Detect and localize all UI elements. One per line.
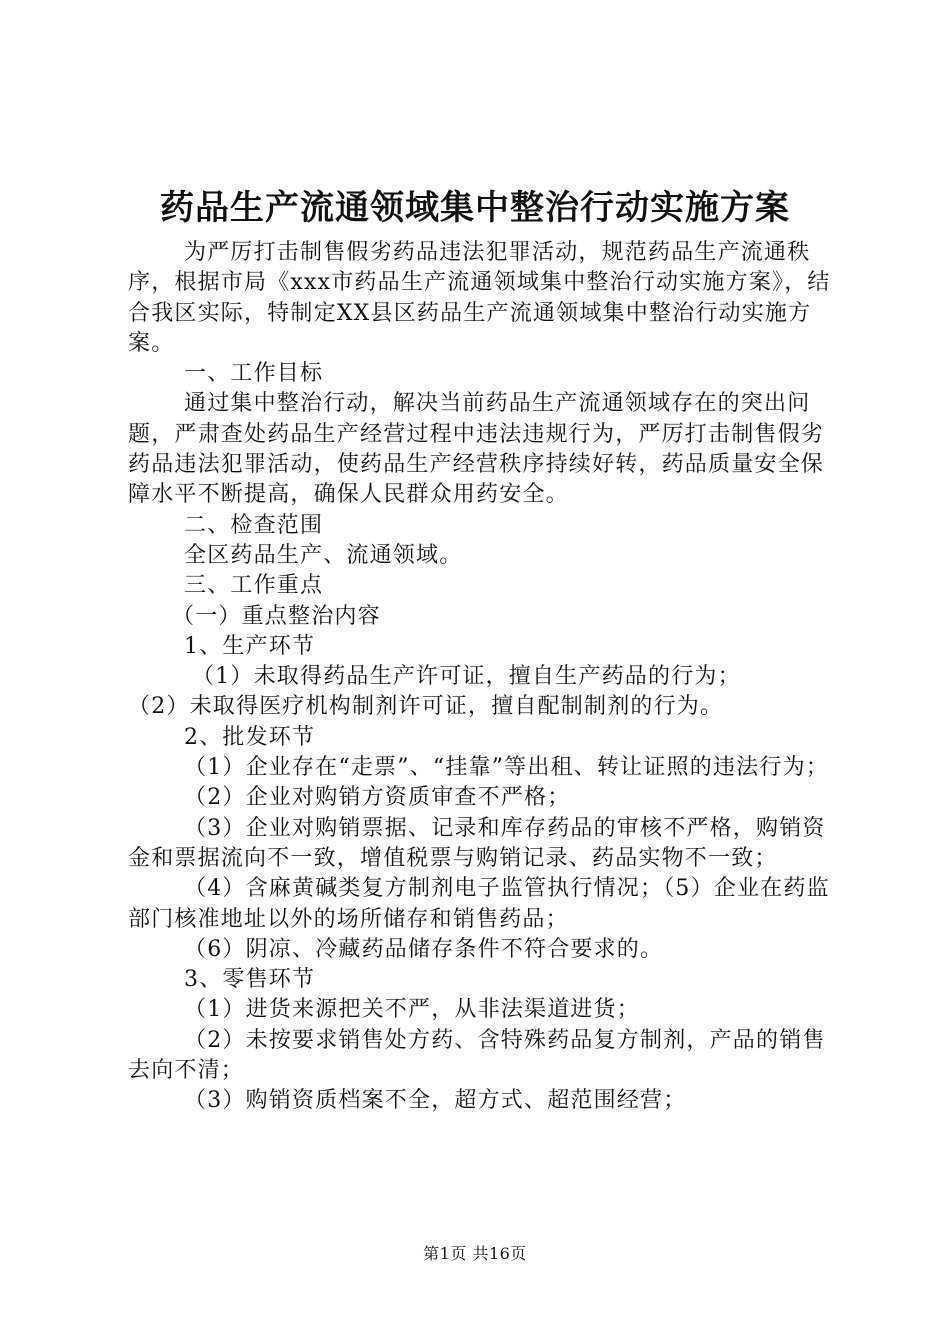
wholesale-item-1: （1）企业存在“走票”、“挂靠”等出租、转让证照的违法行为； <box>184 755 829 781</box>
section-heading-focus: 三、工作重点 <box>184 573 324 599</box>
wholesale-item-4-5: （4）含麻黄碱类复方制剂电子监管执行情况；（5）企业在药监部门核准地址以外的场所储存和销售药品； <box>128 876 830 932</box>
production-item-2: （2）未取得医疗机构制剂许可证，擅自配制制剂的行为。 <box>128 694 724 720</box>
section-heading-scope: 二、检查范围 <box>184 512 324 538</box>
scope-paragraph: 全区药品生产、流通领域。 <box>184 542 463 568</box>
goals-paragraph: 通过集中整治行动，解决当前药品生产流通领域存在的突出问题，严肃查处药品生产经营过程中违法违规行为，严厉打击制售假劣药品违法犯罪活动，使药品生产经营秩序持续好转，药品质量安全保障水平不断提高，确保人民群众用药安全。 <box>128 391 825 508</box>
subsection-heading-content: （一）重点整治内容 <box>172 603 381 629</box>
wholesale-item-2: （2）企业对购销方资质审查不严格； <box>184 785 571 811</box>
item-heading-production: 1、生产环节 <box>184 633 316 659</box>
document-body <box>128 238 834 1117</box>
retail-item-3: （3）购销资质档案不全，超方式、超范围经营； <box>184 1088 687 1114</box>
retail-item-1: （1）进货来源把关不严，从非法渠道进货； <box>184 997 640 1023</box>
section-heading-goals: 一、工作目标 <box>184 361 324 387</box>
document-title: 药品生产流通领域集中整治行动实施方案 <box>160 188 790 228</box>
page-number-footer: 第1页 共16页 <box>423 1244 527 1263</box>
wholesale-item-3: （3）企业对购销票据、记录和库存药品的审核不严格，购销资金和票据流向不一致，增值税票与购销记录、药品实物不一致； <box>128 815 826 871</box>
wholesale-item-6: （6）阴凉、冷藏药品储存条件不符合要求的。 <box>184 936 664 962</box>
item-heading-retail: 3、零售环节 <box>184 967 316 993</box>
item-heading-wholesale: 2、批发环节 <box>184 724 316 750</box>
retail-item-2: （2）未按要求销售处方药、含特殊药品复方制剂，产品的销售去向不清； <box>128 1027 826 1084</box>
intro-paragraph: 为严厉打击制售假劣药品违法犯罪活动，规范药品生产流通秩序，根据市局《xxx市药品生产流通领域集中整治行动实施方案》，结合我区实际，特制定XX县区药品生产流通领域集中整治行动实施方案。 <box>128 240 831 356</box>
production-item-1: （1）未取得药品生产许可证，擅自生产药品的行为； <box>192 664 741 690</box>
